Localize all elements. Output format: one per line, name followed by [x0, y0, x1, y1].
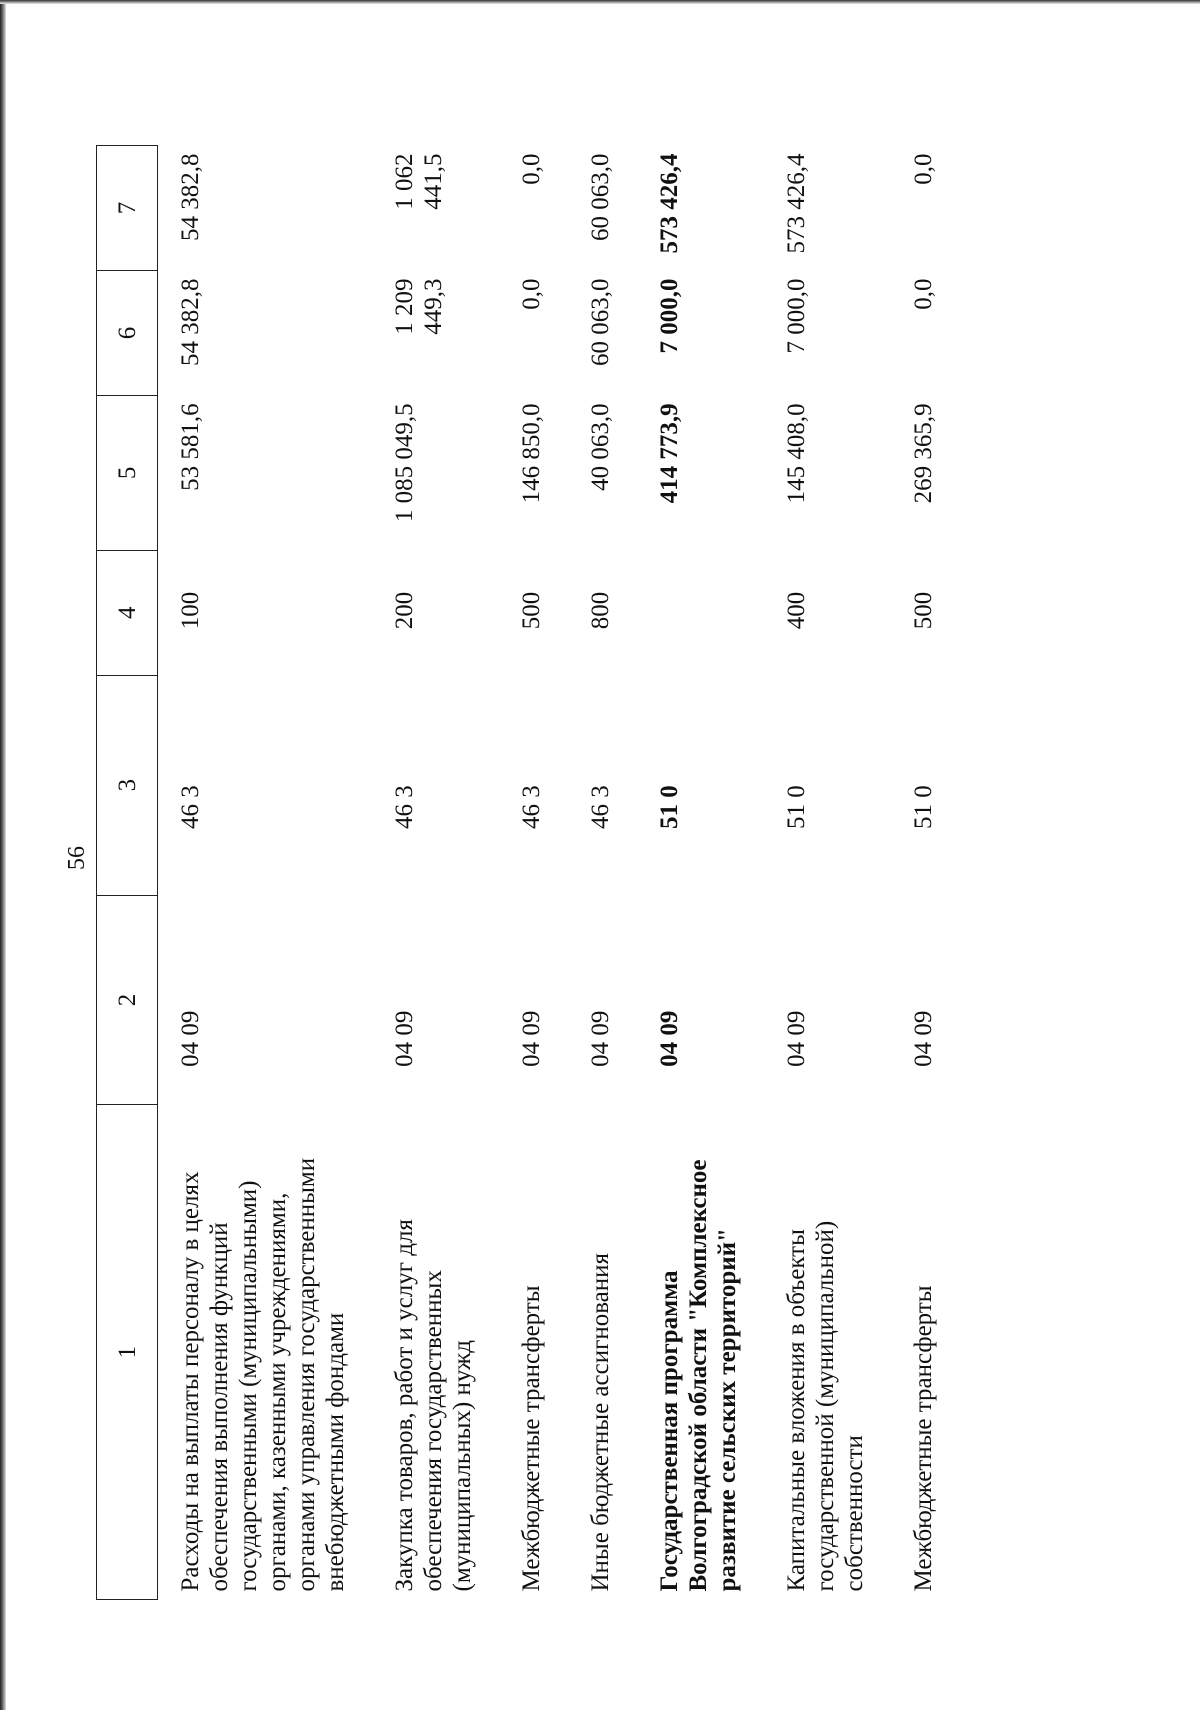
table-row — [764, 146, 891, 1600]
row-value-col6: 7 000,0 — [656, 278, 683, 354]
row-name: Расходы на выплаты персоналу в целях обеспечения выполнения функций государственными (муниципальными) органами, казенными учреждениями, органами управления государственными внебюджетными фондами — [177, 1157, 349, 1592]
column-header-6: 6 — [97, 270, 158, 395]
row-value-col6: 0,0 — [910, 278, 937, 310]
row-section-code: 04 09 — [391, 1010, 418, 1067]
row-section-code: 04 09 — [587, 1010, 614, 1067]
row-program-code: 46 3 — [587, 785, 614, 830]
row-value-col7: 0,0 — [910, 153, 937, 185]
row-program-code: 46 3 — [518, 785, 545, 830]
row-value-col6: 1 209 449,3 — [391, 278, 447, 335]
row-value-col5: 414 773,9 — [656, 403, 683, 504]
row-expense-type: 400 — [783, 591, 810, 630]
row-expense-type: 800 — [587, 591, 614, 630]
budget-table — [96, 145, 960, 1600]
row-value-col7: 573 426,4 — [656, 153, 683, 254]
row-name: Капитальные вложения в объекты государственной (муниципальной) собственности — [783, 1220, 868, 1592]
row-value-col6: 7 000,0 — [783, 278, 810, 354]
row-expense-type — [637, 550, 764, 675]
page-number: 56 — [64, 846, 90, 870]
row-program-code: 51 0 — [783, 785, 810, 830]
table-row — [372, 146, 499, 1600]
row-value-col6: 60 063,0 — [587, 278, 614, 366]
row-section-code: 04 09 — [783, 1010, 810, 1067]
row-value-col5: 145 408,0 — [783, 403, 810, 504]
row-expense-type: 200 — [391, 591, 418, 630]
row-name: Государственная программа Волгоградской области "Комплексное развитие сельских территорий" — [656, 1159, 741, 1592]
row-value-col7: 1 062 441,5 — [391, 153, 447, 210]
column-header-7: 7 — [97, 146, 158, 271]
row-value-col5: 40 063,0 — [587, 403, 614, 491]
column-header-2: 2 — [97, 895, 158, 1105]
row-section-code: 04 09 — [656, 1010, 683, 1067]
table-row — [499, 146, 568, 1600]
row-value-col7: 573 426,4 — [783, 153, 810, 254]
row-expense-type: 100 — [177, 591, 204, 630]
row-program-code: 46 3 — [177, 785, 204, 830]
row-program-code: 46 3 — [391, 785, 418, 830]
row-value-col5: 1 085 049,5 — [391, 403, 418, 523]
row-value-col7: 60 063,0 — [587, 153, 614, 241]
row-program-code: 51 0 — [656, 785, 683, 830]
row-value-col5: 53 581,6 — [177, 403, 204, 491]
row-section-code: 04 09 — [910, 1010, 937, 1067]
row-name: Иные бюджетные ассигнования — [587, 1252, 614, 1592]
table-row — [158, 146, 373, 1600]
row-section-code: 04 09 — [518, 1010, 545, 1067]
row-value-col7: 0,0 — [518, 153, 545, 185]
row-expense-type: 500 — [518, 591, 545, 630]
row-value-col5: 269 365,9 — [910, 403, 937, 504]
column-header-5: 5 — [97, 395, 158, 550]
column-header-1: 1 — [97, 1105, 158, 1600]
row-value-col5: 146 850,0 — [518, 403, 545, 504]
table-row-program-total — [637, 146, 764, 1600]
row-name: Закупка товаров, работ и услуг для обеспечения государственных (муниципальных) нужд — [391, 1219, 476, 1592]
row-value-col6: 54 382,8 — [177, 278, 204, 366]
row-program-code: 51 0 — [910, 785, 937, 830]
column-header-4: 4 — [97, 550, 158, 675]
row-name: Межбюджетные трансферты — [518, 1285, 545, 1592]
row-value-col6: 0,0 — [518, 278, 545, 310]
header-row — [97, 146, 158, 1600]
row-section-code: 04 09 — [177, 1010, 204, 1067]
row-expense-type: 500 — [910, 591, 937, 630]
table-row — [891, 146, 960, 1600]
row-name: Межбюджетные трансферты — [910, 1285, 937, 1592]
column-header-3: 3 — [97, 675, 158, 895]
table-row — [568, 146, 637, 1600]
row-value-col7: 54 382,8 — [177, 153, 204, 241]
